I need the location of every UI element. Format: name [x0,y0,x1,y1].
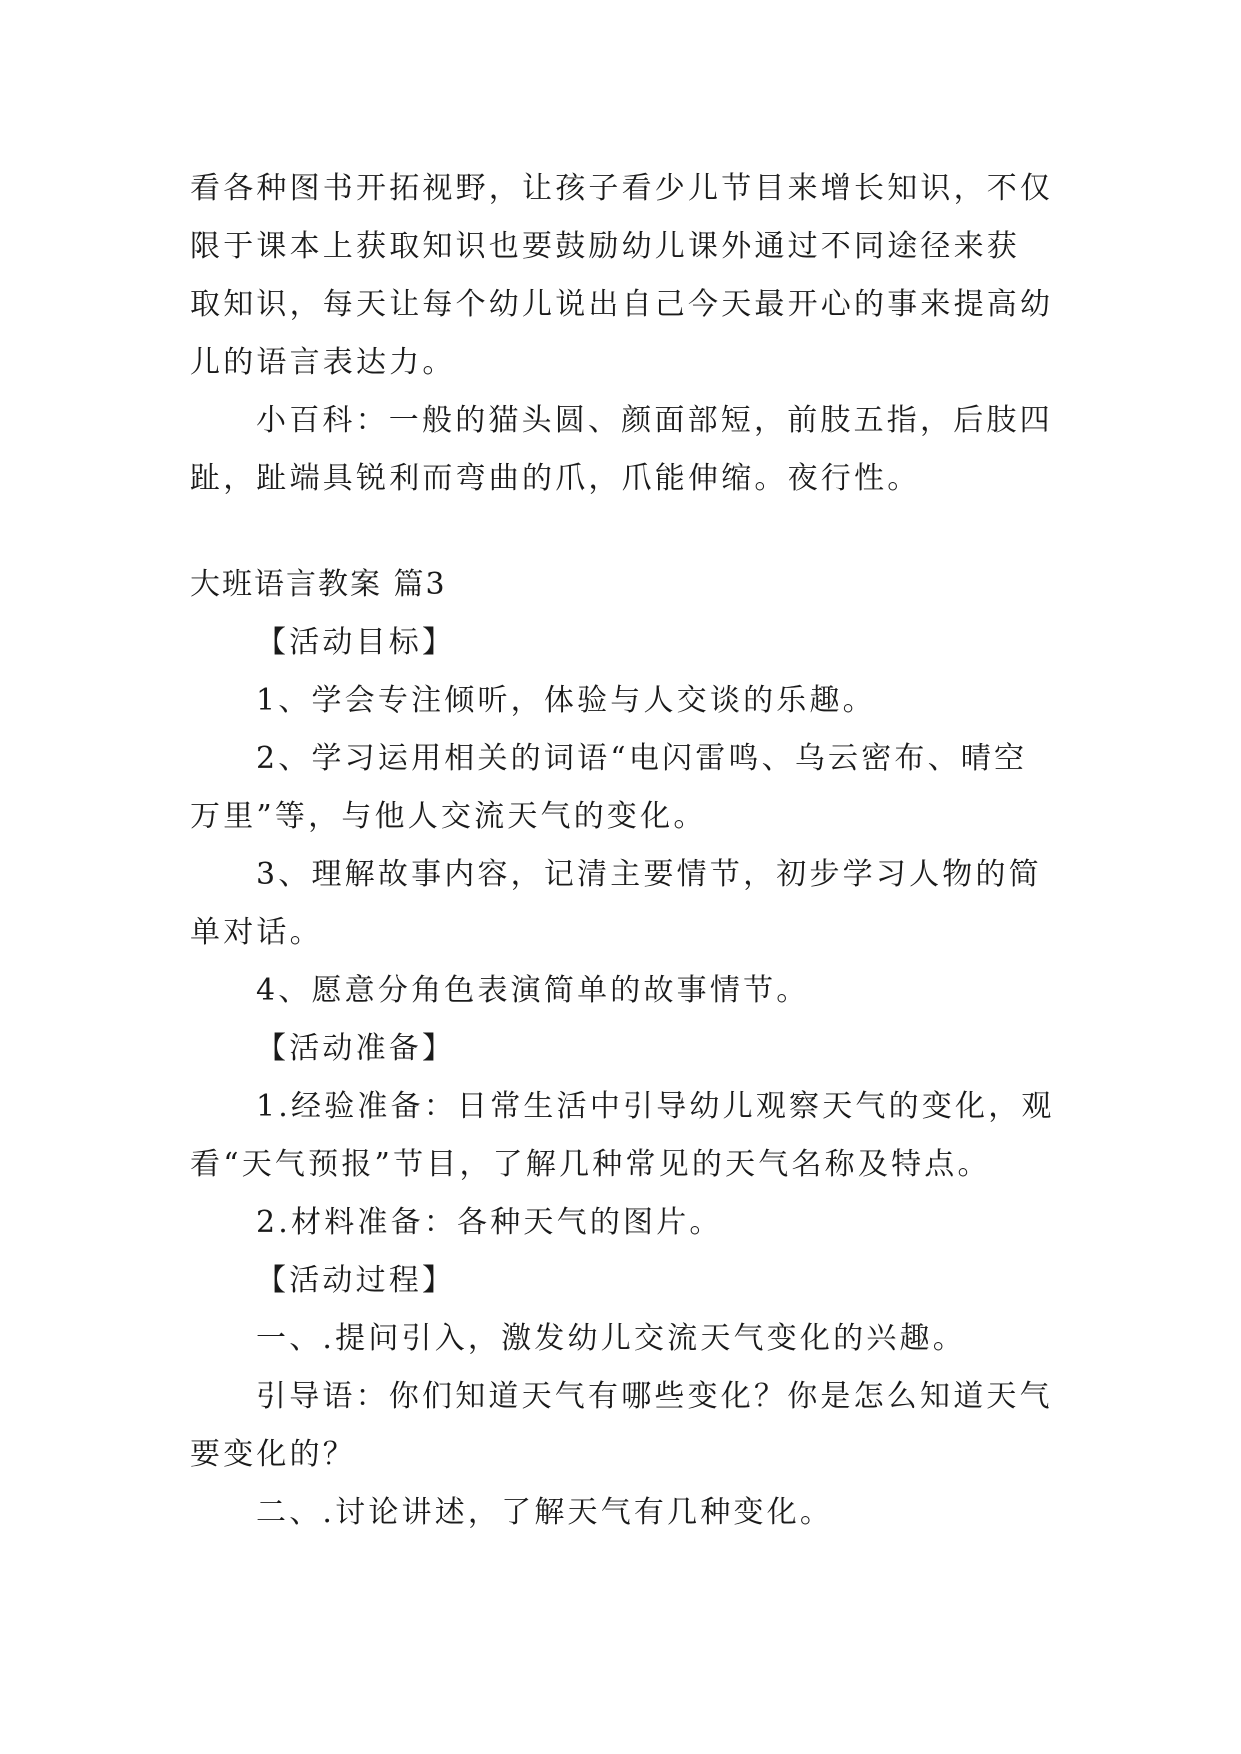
paragraph-line: 儿的语言表达力。 [190,345,456,380]
paragraph-line: 限于课本上获取知识也要鼓励幼儿课外通过不同途径来获 [190,229,1020,264]
paragraph-line: 要变化的？ [190,1437,356,1472]
list-item: 1.经验准备：日常生活中引导幼儿观察天气的变化，观 [256,1089,1055,1124]
document-page [190,160,1055,1542]
paragraph-line: 取知识，每天让每个幼儿说出自己今天最开心的事来提高幼 [190,287,1054,322]
subsection-heading: 【活动准备】 [256,1031,456,1066]
section-title: 大班语言教案 篇3 [190,567,447,602]
list-item: 3、理解故事内容，记清主要情节，初步学习人物的简 [256,857,1042,892]
step-item: 一、.提问引入，激发幼儿交流天气变化的兴趣。 [256,1321,966,1356]
subsection-heading: 【活动过程】 [256,1263,456,1298]
list-item: 4、愿意分角色表演简单的故事情节。 [256,973,810,1008]
list-item-continuation: 单对话。 [190,915,323,950]
paragraph-line: 看各种图书开拓视野，让孩子看少儿节目来增长知识，不仅 [190,171,1054,206]
paragraph-line: 引导语：你们知道天气有哪些变化？你是怎么知道天气 [256,1379,1053,1414]
list-item: 2、学习运用相关的词语“电闪雷鸣、乌云密布、晴空 [256,741,1028,776]
step-item: 二、.讨论讲述，了解天气有几种变化。 [256,1495,834,1530]
paragraph-line: 趾，趾端具锐利而弯曲的爪，爪能伸缩。夜行性。 [190,461,921,496]
paragraph-line: 小百科：一般的猫头圆、颜面部短，前肢五指，后肢四 [256,403,1053,438]
list-item: 2.材料准备：各种天气的图片。 [256,1205,723,1240]
list-item-continuation: 万里”等，与他人交流天气的变化。 [190,799,707,834]
list-item-continuation: 看“天气预报”节目，了解几种常见的天气名称及特点。 [190,1147,991,1182]
subsection-heading: 【活动目标】 [256,625,456,660]
list-item: 1、学会专注倾听，体验与人交谈的乐趣。 [256,683,876,718]
